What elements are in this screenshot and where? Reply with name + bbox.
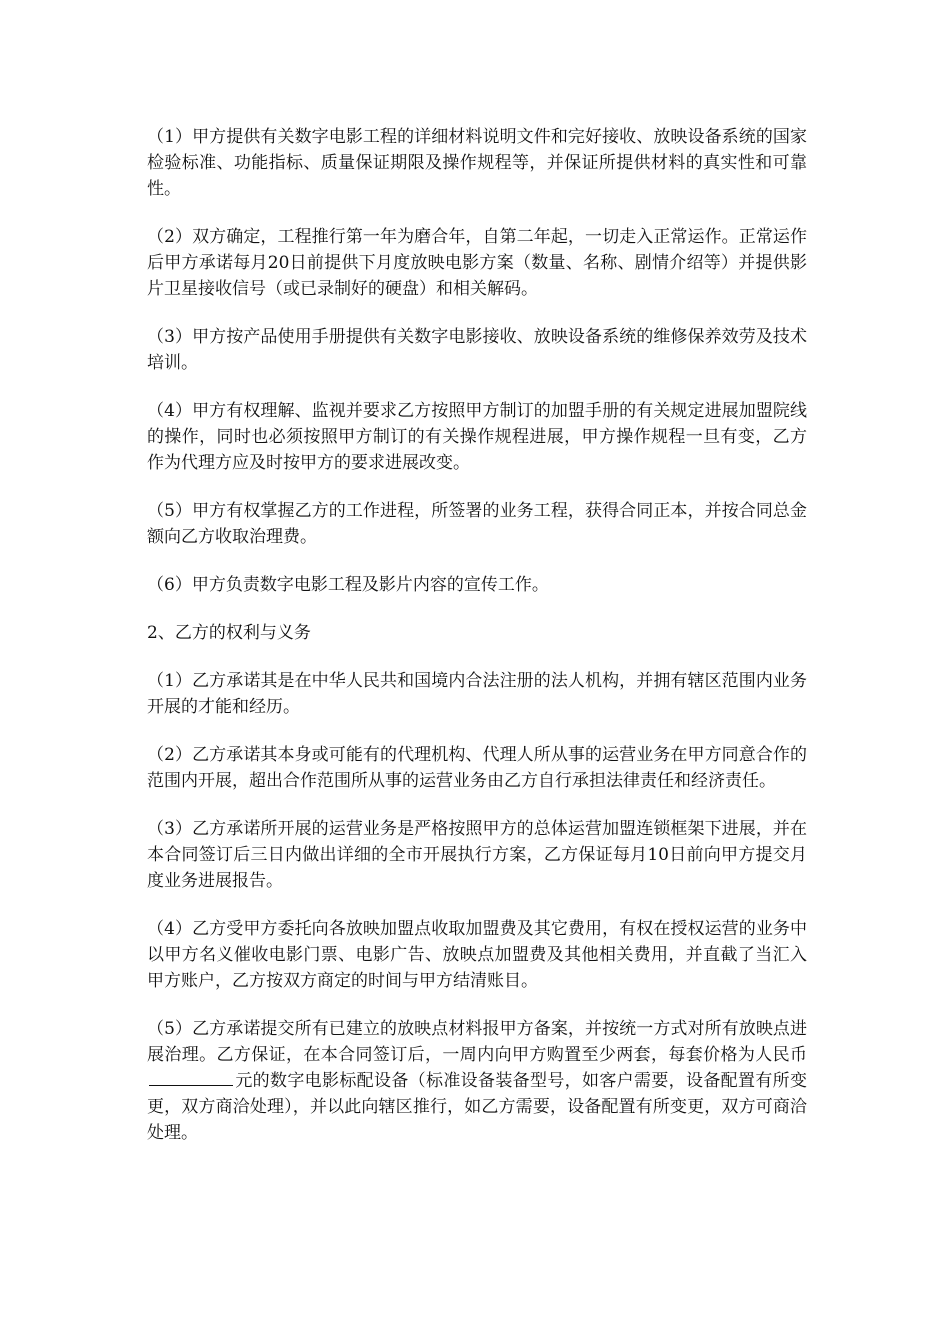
price-blank-line [149, 1069, 233, 1086]
party-a-item-5: （5）甲方有权掌握乙方的工作进程，所签署的业务工程，获得合同正本，并按合同总金额向乙方收取治理费。 [147, 501, 807, 547]
party-b-item-1: （1）乙方承诺其是在中华人民共和国境内合法注册的法人机构，并拥有辖区范围内业务开展的才能和经历。 [147, 671, 807, 717]
section-heading: 2、乙方的权利与义务 [147, 623, 311, 643]
party-b-item-5-text-after: 元的数字电影标配设备（标准设备装备型号，如客户需要，设备配置有所变更，双方商洽处理），并以此向辖区推行，如乙方需要，设备配置有所变更，双方可商洽处理。 [147, 1071, 807, 1143]
party-b-item-5-text-before: （5）乙方承诺提交所有已建立的放映点材料报甲方备案，并按统一方式对所有放映点进展治理。乙方保证，在本合同签订后，一周内向甲方购置至少两套，每套价格为人民币 [147, 1019, 807, 1065]
party-b-item-4: （4）乙方受甲方委托向各放映加盟点收取加盟费及其它费用，有权在授权运营的业务中以甲方名义催收电影门票、电影广告、放映点加盟费及其他相关费用，并直截了当汇入甲方账户，乙方按双方商定的时间与甲方结清账目。 [147, 919, 807, 991]
party-a-item-4: （4）甲方有权理解、监视并要求乙方按照甲方制订的加盟手册的有关规定进展加盟院线的操作，同时也必须按照甲方制订的有关操作规程进展，甲方操作规程一旦有变，乙方作为代理方应及时按甲方的要求进展改变。 [147, 401, 807, 473]
party-b-item-3: （3）乙方承诺所开展的运营业务是严格按照甲方的总体运营加盟连锁框架下进展，并在本合同签订后三日内做出详细的全市开展执行方案，乙方保证每月10日前向甲方提交月度业务进展报告。 [147, 819, 807, 891]
party-a-item-1: （1）甲方提供有关数字电影工程的详细材料说明文件和完好接收、放映设备系统的国家检验标准、功能指标、质量保证期限及操作规程等，并保证所提供材料的真实性和可靠性。 [147, 127, 807, 199]
party-b-item-5 [147, 1016, 807, 1146]
party-a-item-3: （3）甲方按产品使用手册提供有关数字电影接收、放映设备系统的维修保养效劳及技术培训。 [147, 327, 807, 373]
party-a-item-2: （2）双方确定，工程推行第一年为磨合年，自第二年起，一切走入正常运作。正常运作后甲方承诺每月20日前提供下月度放映电影方案（数量、名称、剧情介绍等）并提供影片卫星接收信号（或已录制好的硬盘）和相关解码。 [147, 227, 807, 299]
document-page [147, 124, 807, 1168]
party-a-item-6: （6）甲方负责数字电影工程及影片内容的宣传工作。 [147, 575, 549, 595]
party-b-item-2: （2）乙方承诺其本身或可能有的代理机构、代理人所从事的运营业务在甲方同意合作的范围内开展，超出合作范围所从事的运营业务由乙方自行承担法律责任和经济责任。 [147, 745, 807, 791]
